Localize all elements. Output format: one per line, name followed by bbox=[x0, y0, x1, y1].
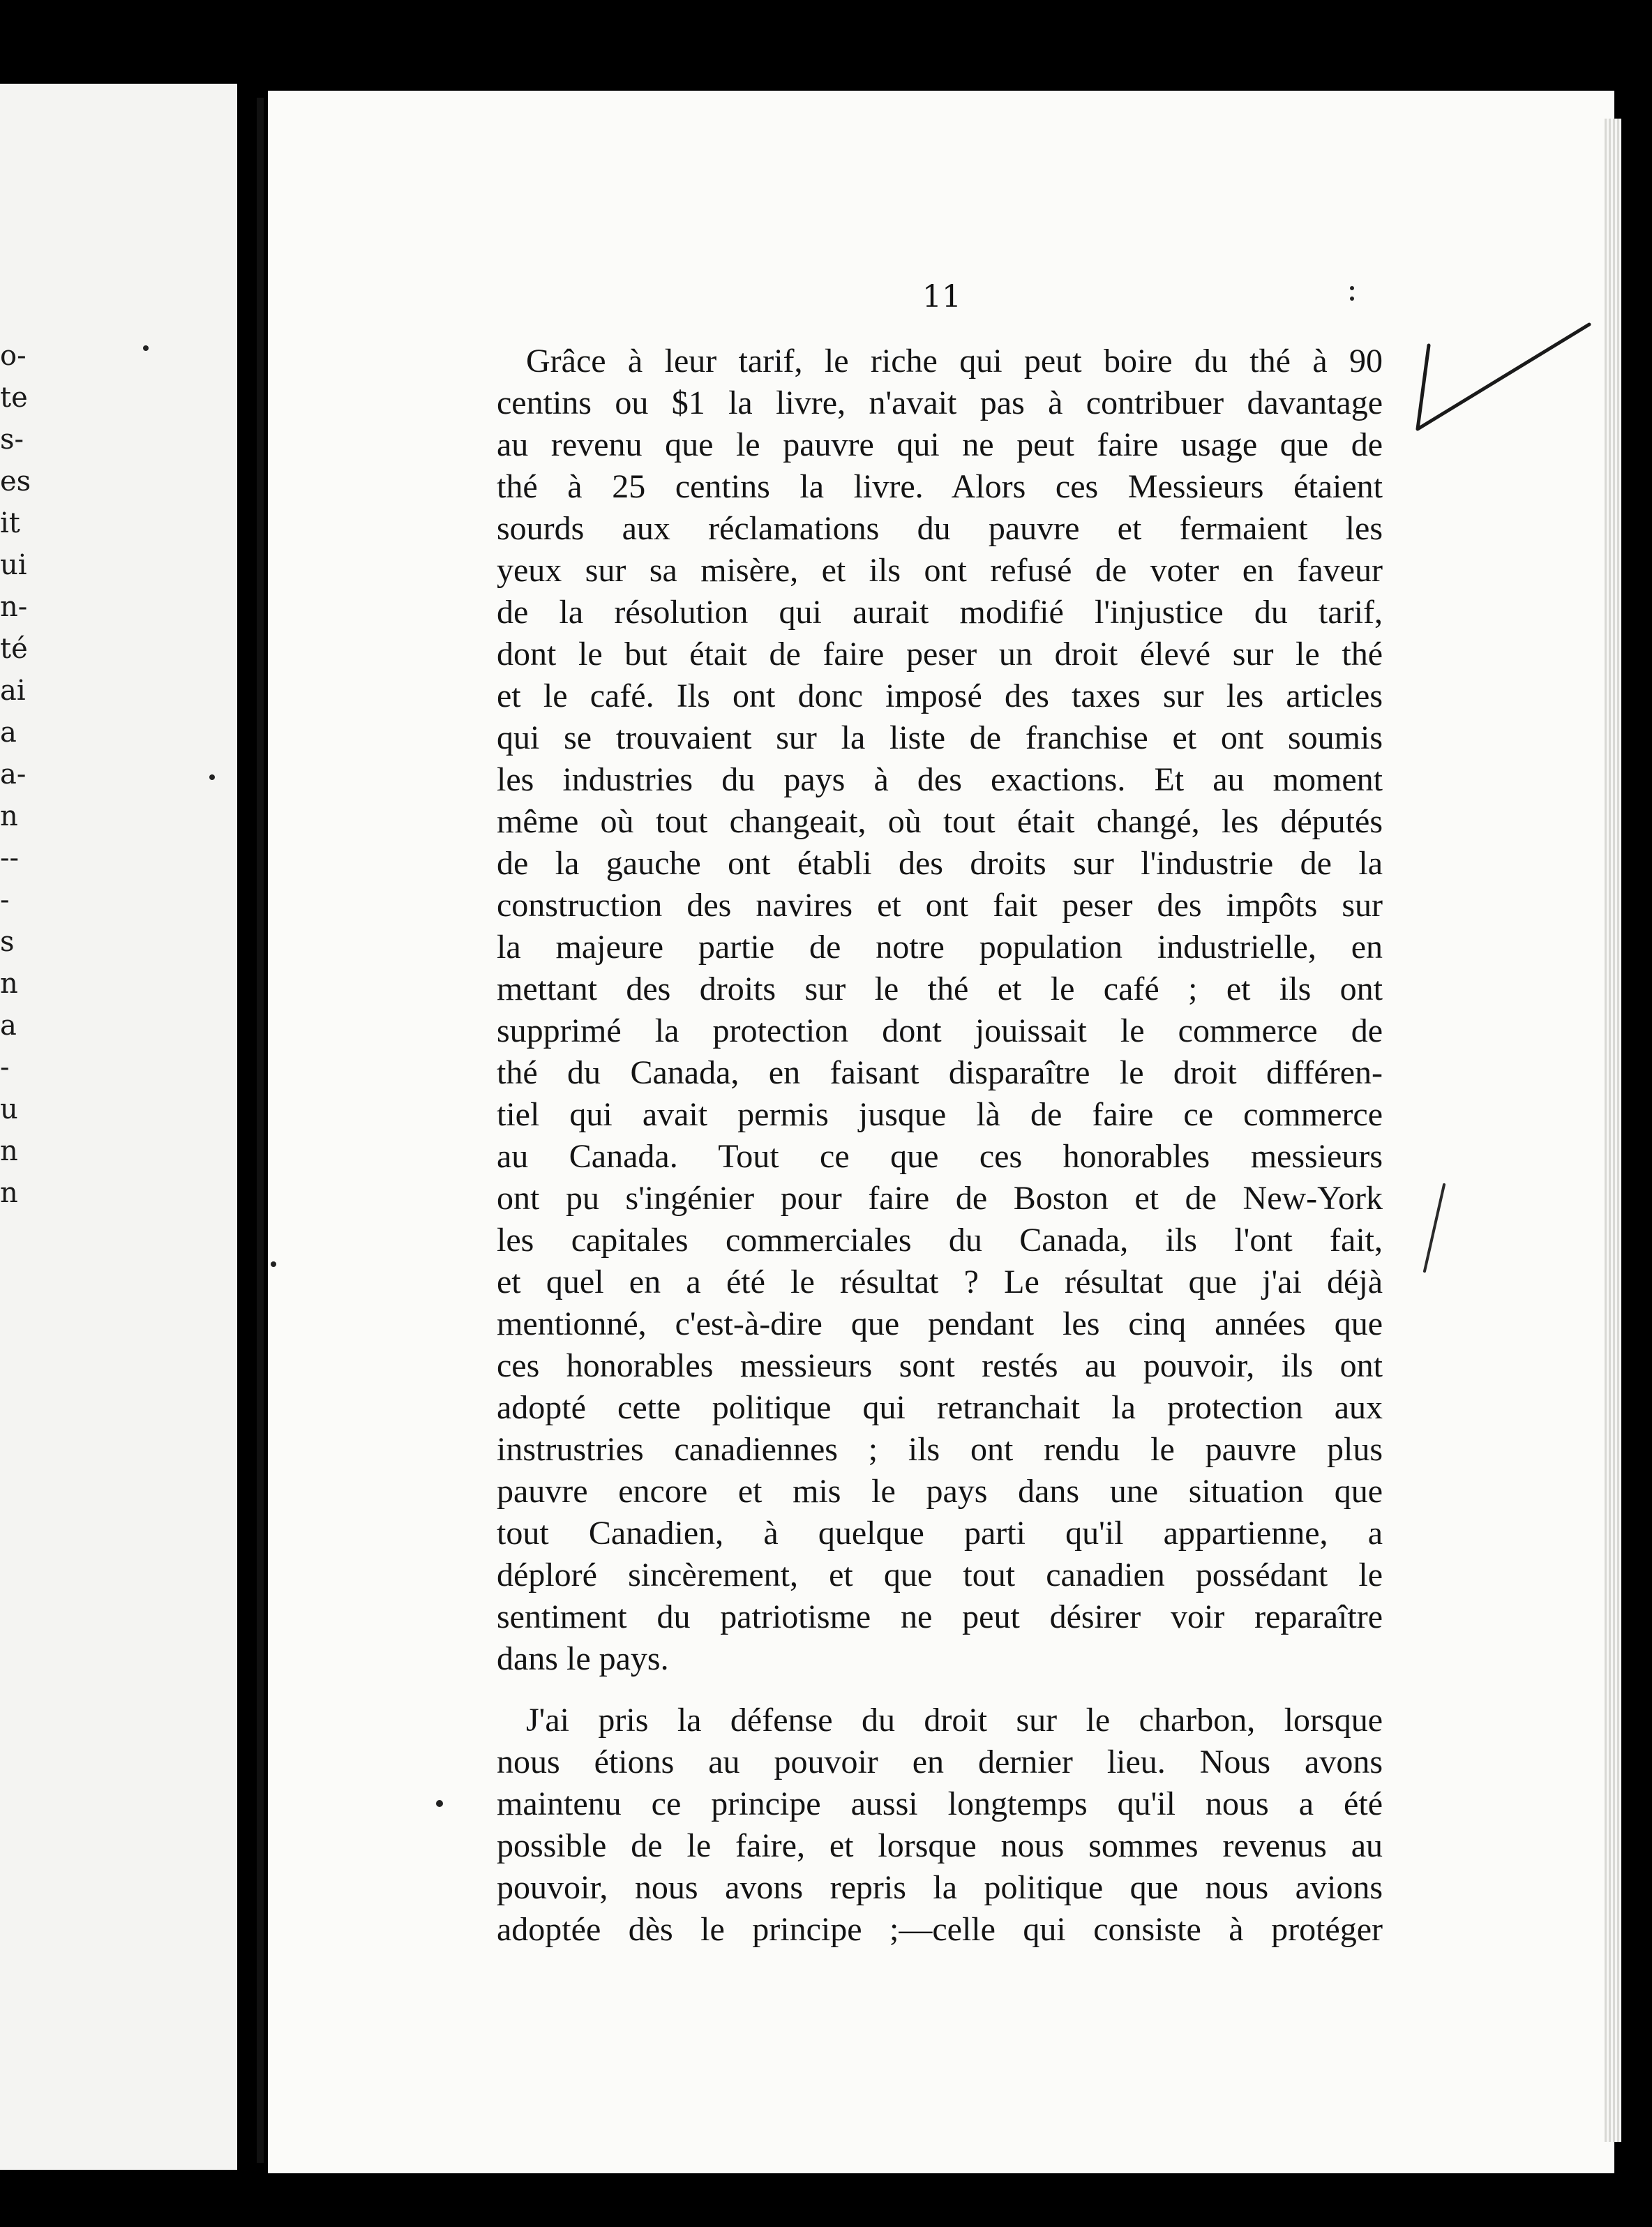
tick-mark-annotation bbox=[1416, 1179, 1458, 1277]
left-page-line-fragment: ui bbox=[0, 549, 27, 581]
scan-speck bbox=[436, 1800, 443, 1807]
text-line: J'ai pris la défense du droit sur le charbon, lorsque bbox=[526, 1702, 1383, 1739]
text-line: tiel qui avait permis jusque là de faire ce commerce bbox=[497, 1096, 1383, 1133]
left-page-line-fragment: a bbox=[0, 717, 17, 749]
text-line: de la résolution qui aurait modifié l'injustice du tarif, bbox=[497, 594, 1383, 631]
text-line: adopté cette politique qui retranchait la protection aux bbox=[497, 1389, 1383, 1426]
scan-speck bbox=[1350, 297, 1354, 301]
left-page-line-fragment: n bbox=[0, 968, 18, 1000]
text-line: et quel en a été le résultat ? Le résultat que j'ai déjà bbox=[497, 1264, 1383, 1300]
left-page-line-fragment: o- bbox=[0, 340, 27, 372]
text-line: tout Canadien, à quelque parti qu'il appartienne, a bbox=[497, 1515, 1383, 1552]
left-page-line-fragment: té bbox=[0, 633, 28, 665]
text-line: qui se trouvaient sur la liste de franchise et ont soumis bbox=[497, 719, 1383, 756]
text-line: pauvre encore et mis le pays dans une situation que bbox=[497, 1473, 1383, 1510]
text-line: instrustries canadiennes ; ils ont rendu le pauvre plus bbox=[497, 1431, 1383, 1468]
text-line: sentiment du patriotisme ne peut désirer voir reparaître bbox=[497, 1598, 1383, 1635]
text-line: yeux sur sa misère, et ils ont refusé de voter en faveur bbox=[497, 552, 1383, 589]
text-line: ont pu s'ingénier pour faire de Boston et de New-York bbox=[497, 1180, 1383, 1217]
text-line: même où tout changeait, où tout était changé, les députés bbox=[497, 803, 1383, 840]
text-line: dont le but était de faire peser un droit élevé sur le thé bbox=[497, 636, 1383, 673]
left-page-line-fragment: a bbox=[0, 1010, 17, 1042]
text-line: supprimé la protection dont jouissait le commerce de bbox=[497, 1012, 1383, 1049]
scan-speck bbox=[209, 774, 215, 780]
text-line: les industries du pays à des exactions. Et au moment bbox=[497, 761, 1383, 798]
text-line: thé à 25 centins la livre. Alors ces Messieurs étaient bbox=[497, 468, 1383, 505]
left-page-fragment bbox=[0, 84, 237, 2170]
left-page-line-fragment: -- bbox=[0, 842, 20, 874]
scan-speck bbox=[143, 345, 149, 351]
text-line: au Canada. Tout ce que ces honorables messieurs bbox=[497, 1138, 1383, 1175]
check-mark-annotation bbox=[1409, 317, 1598, 450]
text-line: construction des navires et ont fait peser des impôts sur bbox=[497, 887, 1383, 924]
text-line: sourds aux réclamations du pauvre et fermaient les bbox=[497, 510, 1383, 547]
left-page-line-fragment: n- bbox=[0, 591, 28, 623]
left-page-line-fragment: n bbox=[0, 1177, 18, 1209]
text-line: mentionné, c'est-à-dire que pendant les cinq années que bbox=[497, 1305, 1383, 1342]
text-line: au revenu que le pauvre qui ne peut faire usage que de bbox=[497, 426, 1383, 463]
scan-speck bbox=[1350, 286, 1354, 290]
text-line: possible de le faire, et lorsque nous sommes revenus au bbox=[497, 1827, 1383, 1864]
text-line: les capitales commerciales du Canada, ils l'ont fait, bbox=[497, 1222, 1383, 1259]
book-spine-gutter bbox=[257, 98, 264, 2163]
text-line: de la gauche ont établi des droits sur l'industrie de la bbox=[497, 845, 1383, 882]
text-line: adoptée dès le principe ;—celle qui consiste à protéger bbox=[497, 1911, 1383, 1948]
page-stack-edge bbox=[1605, 119, 1621, 2142]
text-line: centins ou $1 la livre, n'avait pas à contribuer davantage bbox=[497, 384, 1383, 421]
paragraph-gap bbox=[497, 1680, 1383, 1700]
left-page-line-fragment: - bbox=[0, 884, 10, 916]
text-line: dans le pays. bbox=[497, 1640, 669, 1677]
text-line: Grâce à leur tarif, le riche qui peut boire du thé à 90 bbox=[526, 343, 1383, 380]
left-page-line-fragment: it bbox=[0, 507, 20, 539]
left-page-line-fragment: a- bbox=[0, 758, 27, 790]
paragraph bbox=[497, 1700, 1383, 1951]
left-page-line-fragment: n bbox=[0, 800, 18, 832]
text-line: déploré sincèrement, et que tout canadien possédant le bbox=[497, 1557, 1383, 1594]
left-page-line-fragment: s bbox=[0, 926, 15, 958]
left-page-line-fragment: ai bbox=[0, 675, 26, 707]
left-page-line-fragment: n bbox=[0, 1135, 18, 1167]
left-page-line-fragment: te bbox=[0, 382, 28, 414]
text-line: maintenu ce principe aussi longtemps qu'il nous a été bbox=[497, 1785, 1383, 1822]
body-text bbox=[497, 340, 1383, 1951]
text-line: mettant des droits sur le thé et le café ; et ils ont bbox=[497, 970, 1383, 1007]
text-line: nous étions au pouvoir en dernier lieu. Nous avons bbox=[497, 1744, 1383, 1780]
text-line: ces honorables messieurs sont restés au pouvoir, ils ont bbox=[497, 1347, 1383, 1384]
text-line: thé du Canada, en faisant disparaître le droit différen- bbox=[497, 1054, 1383, 1091]
left-page-text-fragments bbox=[0, 335, 42, 1214]
page-number: 11 bbox=[922, 279, 961, 315]
left-page-line-fragment: s- bbox=[0, 423, 24, 456]
paragraph bbox=[497, 340, 1383, 1680]
left-page-line-fragment: u bbox=[0, 1093, 18, 1125]
left-page-line-fragment: - bbox=[0, 1051, 10, 1083]
scan-speck bbox=[271, 1261, 276, 1267]
left-page-line-fragment: es bbox=[0, 465, 31, 497]
text-line: et le café. Ils ont donc imposé des taxes sur les articles bbox=[497, 677, 1383, 714]
text-line: la majeure partie de notre population industrielle, en bbox=[497, 929, 1383, 966]
text-line: pouvoir, nous avons repris la politique que nous avions bbox=[497, 1869, 1383, 1906]
